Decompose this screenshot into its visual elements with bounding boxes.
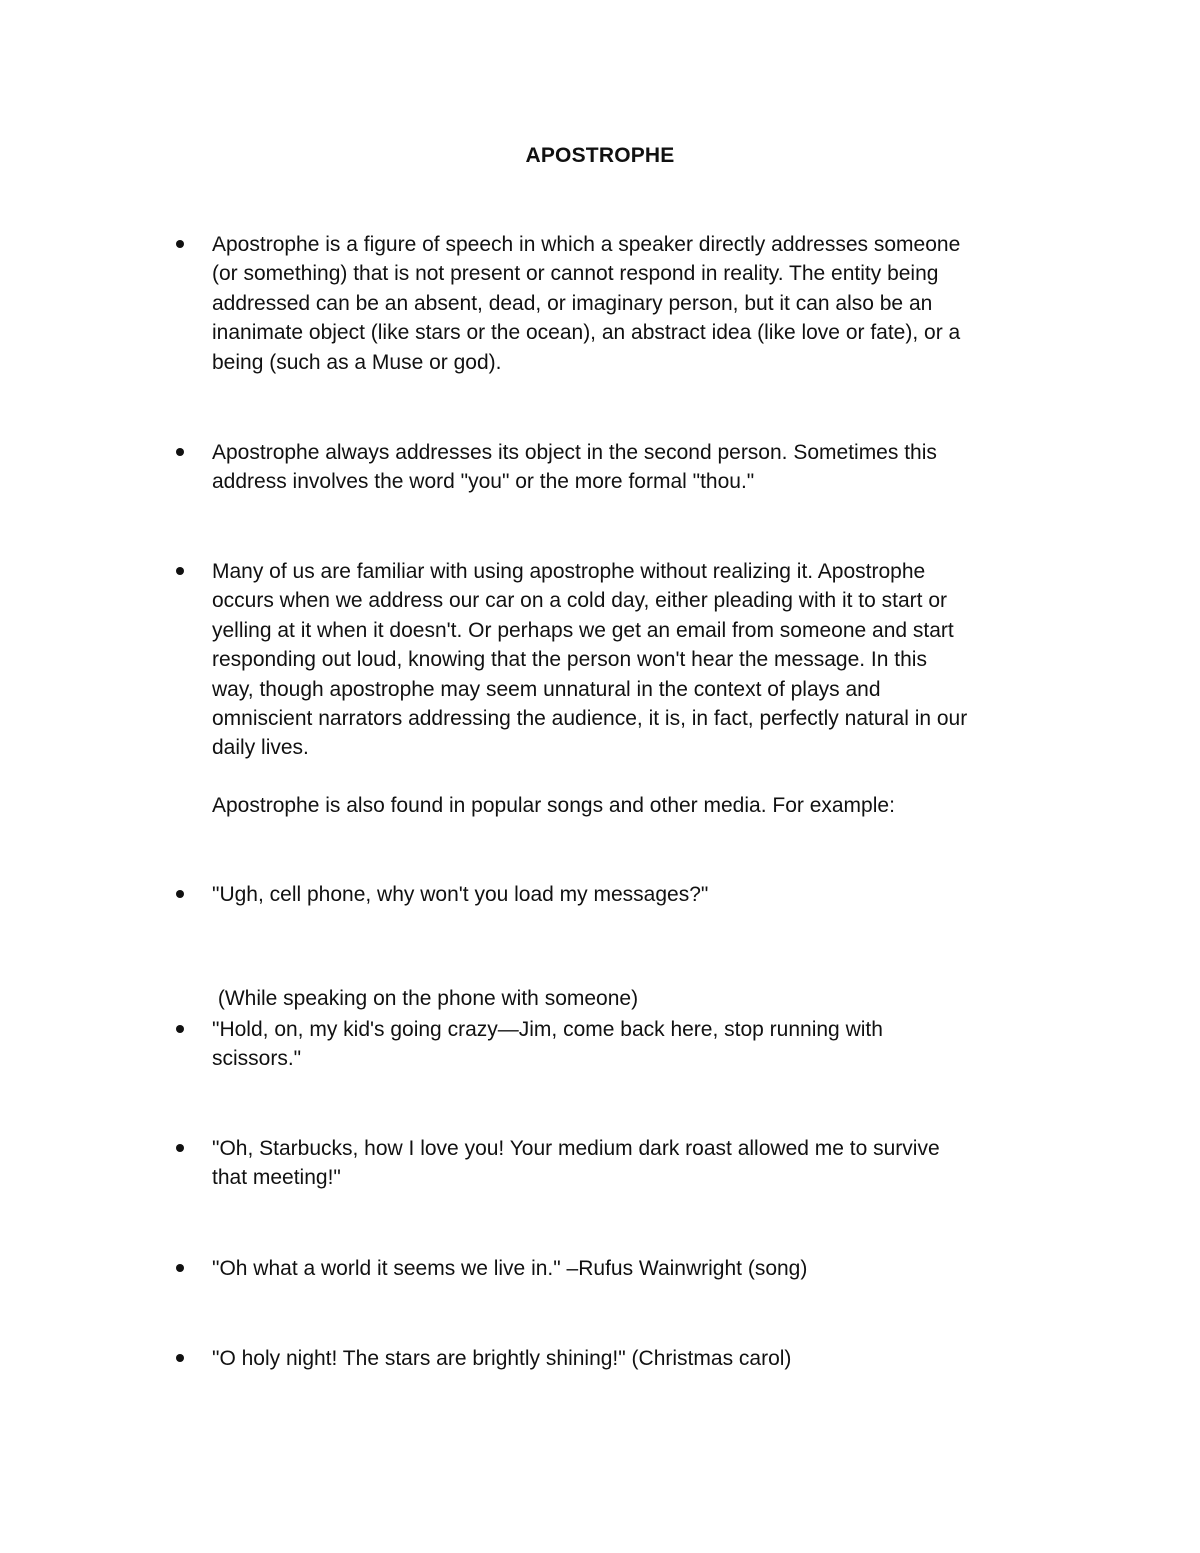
text-line: yelling at it when it doesn't. Or perhaps we get an email from someone and start [212,618,954,642]
bullet-point-icon [176,1354,184,1362]
text-line: (or something) that is not present or cannot respond in reality. The entity being [212,262,939,286]
text-line: addressed can be an absent, dead, or imaginary person, but it can also be an [212,291,933,315]
text-line: omniscient narrators addressing the audience, it is, in fact, perfectly natural in our [212,707,968,731]
text-line: that meeting!" [212,1166,341,1190]
bullet-point-icon [176,448,184,456]
document-title: APOSTROPHE [525,144,675,167]
example-song [212,1254,1072,1283]
text-line: inanimate object (like stars or the ocean), an abstract idea (like love or fate), or a [212,321,961,345]
text-line: responding out loud, knowing that the person won't hear the message. In this [212,648,927,672]
text-line: daily lives. [212,736,309,760]
bullet-point-icon [176,1144,184,1152]
bullet-point-icon [176,1025,184,1033]
text-line: "Oh, Starbucks, how I love you! Your medium dark roast allowed me to survive [212,1137,940,1160]
bullet-point-icon [176,890,184,898]
text-line: address involves the word "you" or the more formal "thou." [212,470,755,494]
text-line: (While speaking on the phone with someone) [212,986,639,1010]
text-line: occurs when we address our car on a cold day, either pleading with it to start or [212,589,947,613]
bullet-point-icon [176,567,184,575]
text-line: Apostrophe always addresses its object in the second person. Sometimes this [212,441,937,464]
text-line: Many of us are familiar with using apostrophe without realizing it. Apostrophe [212,560,926,583]
paragraph-second-person [212,438,1072,497]
paragraph-examples-intro [212,791,1072,820]
paragraph-everyday-use [212,557,1072,763]
text-line: being (such as a Muse or god). [212,350,502,374]
text-line: way, though apostrophe may seem unnatural in the context of plays and [212,677,881,701]
text-line: "Ugh, cell phone, why won't you load my messages?" [212,883,709,906]
text-line: Apostrophe is a figure of speech in which a speaker directly addresses someone [212,233,961,256]
example-starbucks [212,1134,1072,1193]
bullet-point-icon [176,240,184,248]
text-line: scissors." [212,1047,302,1071]
example-carol [212,1344,1072,1373]
text-line: "Oh what a world it seems we live in." –Rufus Wainwright (song) [212,1257,808,1280]
text-line: "Hold, on, my kid's going crazy—Jim, come back here, stop running with [212,1018,883,1041]
bullet-point-icon [176,1264,184,1272]
text-line: "O holy night! The stars are brightly shining!" (Christmas carol) [212,1347,792,1370]
text-line: Apostrophe is also found in popular songs and other media. For example: [212,794,895,817]
example-cell-phone [212,880,1072,909]
paragraph-definition [212,230,1072,377]
example-kid [212,1015,1072,1074]
